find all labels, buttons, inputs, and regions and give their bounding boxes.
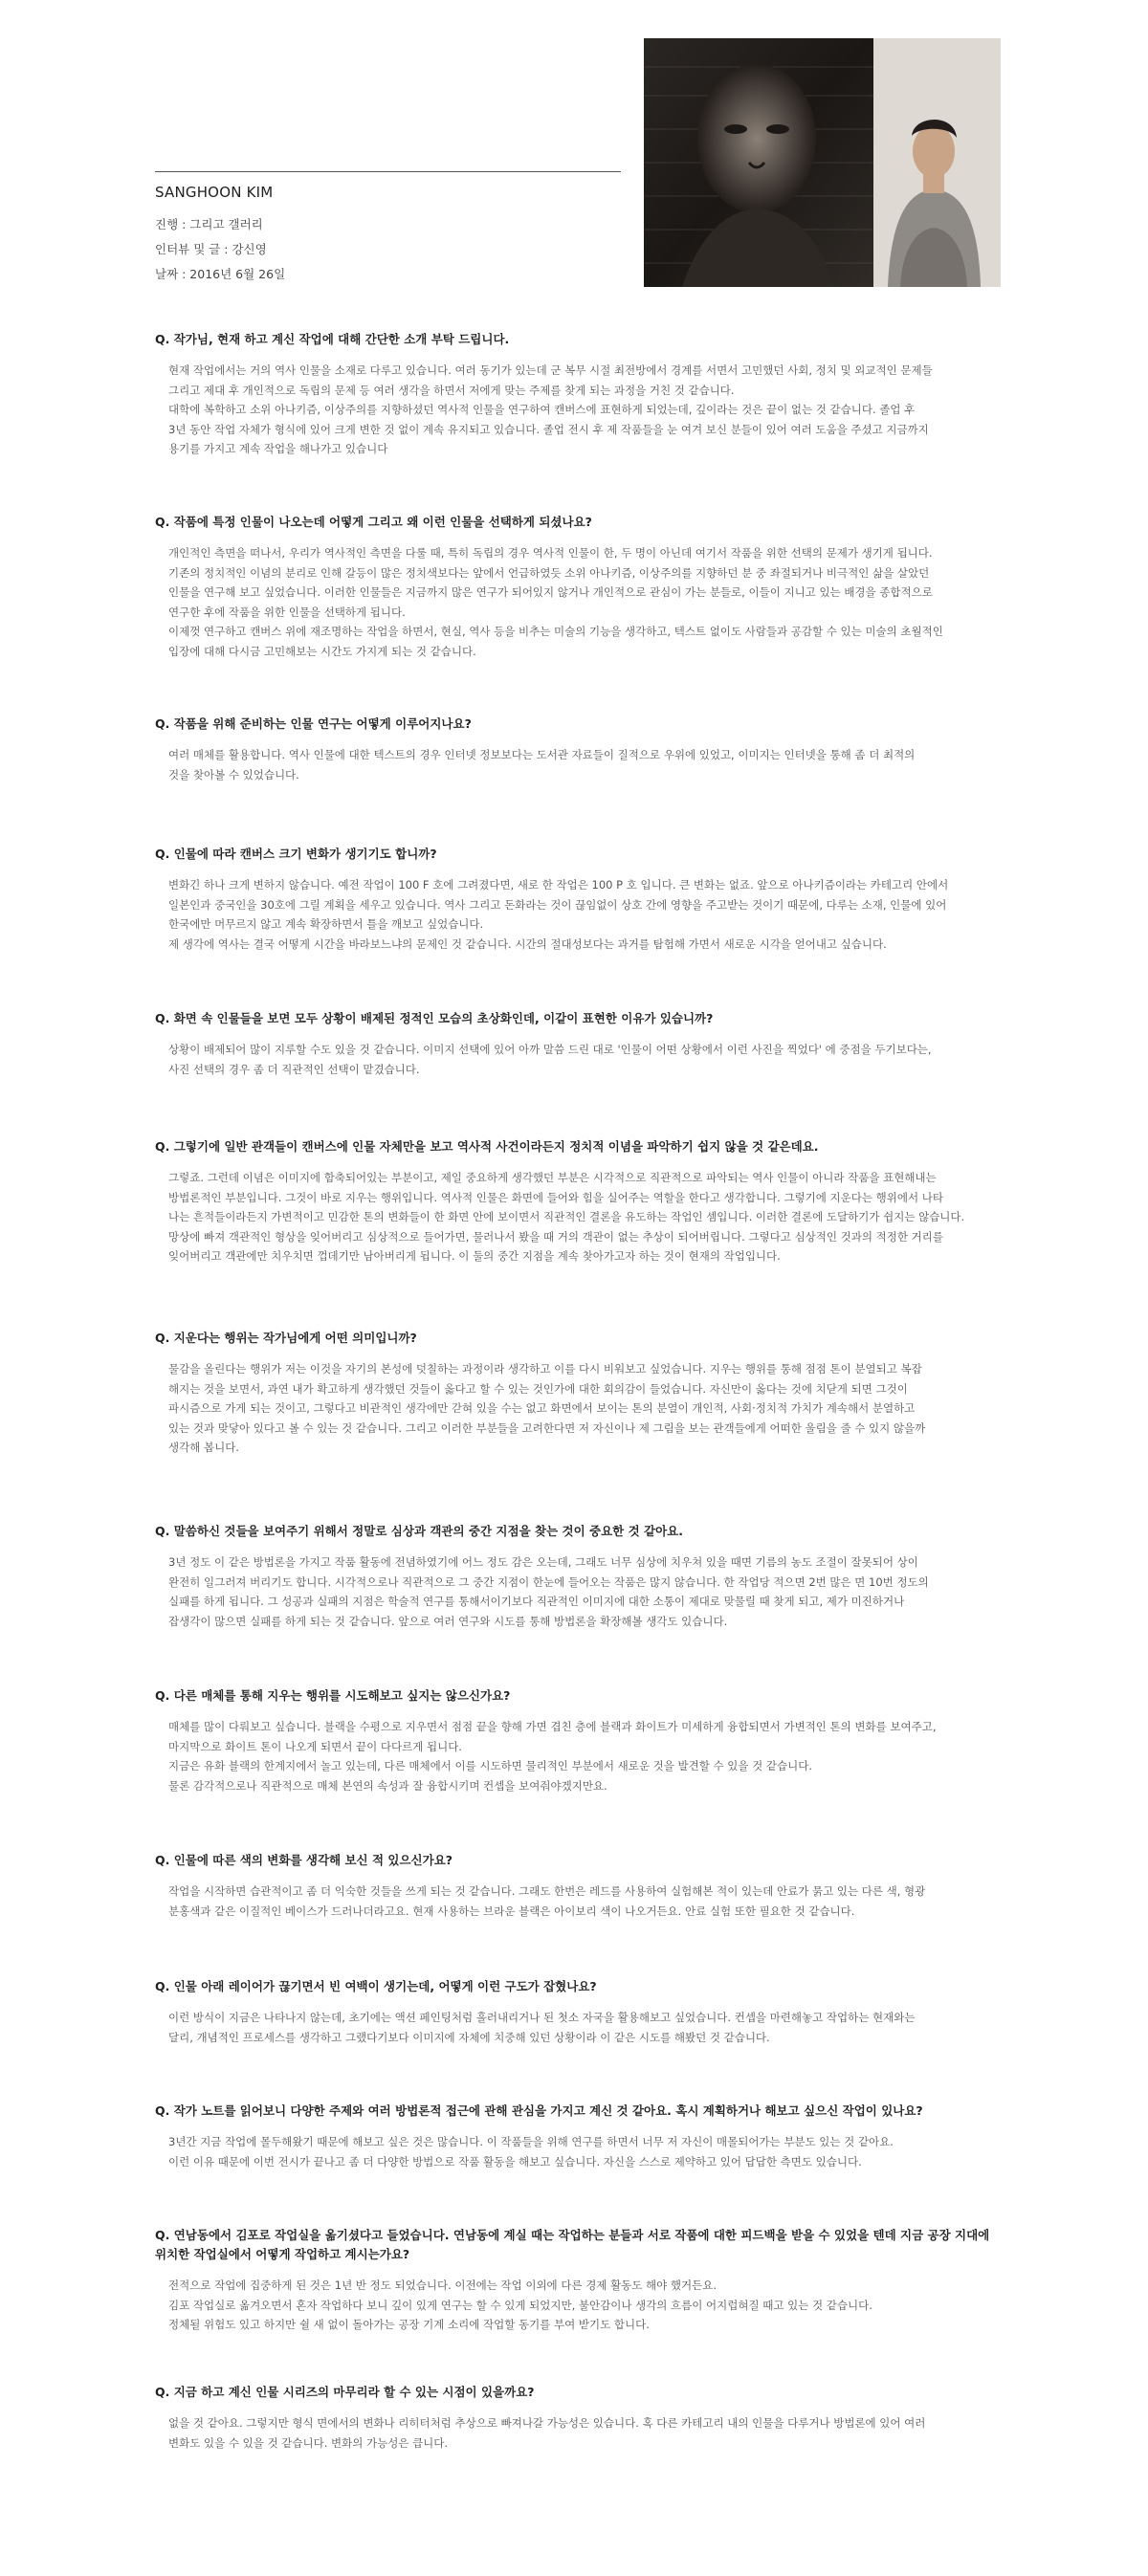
qa-block-13 bbox=[155, 2226, 1001, 2335]
artist-name: SANGHOON KIM bbox=[155, 184, 274, 201]
meta-date: 날짜 : 2016년 6월 26일 bbox=[155, 267, 286, 281]
qa-block-4 bbox=[155, 845, 1001, 954]
qa-block-6 bbox=[155, 1137, 1001, 1266]
question: Q. 그렇기에 일반 관객들이 캔버스에 인물 자체만을 보고 역사적 사건이라든지 정치적 이념을 파악하기 쉽지 않을 것 같은데요. bbox=[155, 1139, 819, 1154]
question: Q. 인물에 따라 캔버스 크기 변화가 생기기도 합니까? bbox=[155, 847, 437, 861]
question: Q. 화면 속 인물들을 보면 모두 상황이 배제된 정적인 모습의 초상화인데, 이같이 표현한 이유가 있습니까? bbox=[155, 1011, 714, 1025]
answer: 개인적인 측면을 떠나서, 우리가 역사적인 측면을 다룰 때, 특히 독립의 경우 역사적 인물이 한, 두 명이 아닌데 여기서 작품을 위한 선택의 문제가 생기게 됩니다. 기존의 정치적인 이념의 분리로 인해 갈등이 많은 정치색보다는 앞에서 언급하였듯 소위 아나키즘, 이상주의를 지향하던 분 중 좌절되거나 비극적인 삶을 살았던 인물을 연구해 보고 싶었습니다. 이러한 인물들은 지금까지 많은 연구가 되어있지 않거나 개인적으로 관심이 가는 분들로, 이들이 지니고 있는 배경을 종합적으로 연구한 후에 작품을 위한 인물을 선택하게 됩니다. 이제껏 연구하고 캔버스 위에 재조명하는 작업을 하면서, 현실, 역사 등을 비추는 미술의 기능을 생각하고, 텍스트 없이도 사람들과 공감할 수 있는 미술의 초월적인 입장에 대해 다시금 고민해보는 시간도 가지게 되는 것 같습니다. bbox=[168, 546, 943, 658]
answer: 3년간 지금 작업에 몰두해왔기 때문에 해보고 싶은 것은 많습니다. 이 작품들을 위해 연구를 하면서 너무 저 자신이 매몰되어가는 부분도 있는 것 같아요. 이런 이유 때문에 이번 전시가 끝나고 좀 더 다양한 방법으로 작품 활동을 해보고 싶습니다. 자신을 스스로 제약하고 있어 답답한 측면도 있습니다. bbox=[168, 2135, 894, 2169]
answer: 3년 정도 이 같은 방법론을 가지고 작품 활동에 전념하였기에 어느 정도 감은 오는데, 그래도 너무 심상에 치우쳐 있을 때면 기름의 농도 조절이 잘못되어 상이 완전히 일그러져 버리기도 합니다. 시각적으로나 직관적으로 그 중간 지점이 한눈에 들어오는 작품은 많지 않습니다. 한 작업당 적으면 2번 많은 면 10번 정도의 실패를 하게 됩니다. 그 성공과 실패의 지점은 학술적 연구를 통해서이기보다 직관적인 이미지에 대한 소통이 제대로 맞물릴 때 찾게 되고, 제가 미진하거나 잡생각이 많으면 실패를 하게 되는 것 같습니다. 앞으로 여러 연구와 시도를 통해 방법론을 확장해볼 생각도 있습니다. bbox=[168, 1555, 929, 1628]
answer: 변화긴 하나 크게 변하지 않습니다. 예전 작업이 100 F 호에 그려졌다면, 새로 한 작업은 100 P 호 입니다. 큰 변화는 없죠. 앞으로 아나키즘이라는 카테고리 안에서 일본인과 중국인을 30호에 그릴 계획을 세우고 있습니다. 역사 그리고 돈화라는 것이 끊임없이 상호 간에 영향을 주고받는 것이기 때문에, 다루는 소재, 인물에 있어 한국에만 머무르지 않고 계속 확장하면서 틀을 깨보고 싶었습니다. 제 생각에 역사는 결국 어떻게 시간을 바라보느냐의 문제인 것 같습니다. 시간의 절대성보다는 과거를 탐험해 가면서 새로운 시각을 얻어내고 싶습니다. bbox=[168, 878, 949, 951]
article-header bbox=[155, 0, 1001, 287]
question: Q. 지금 하고 계신 인물 시리즈의 마무리라 할 수 있는 시점이 있을까요? bbox=[155, 2385, 535, 2399]
answer: 그렇죠. 그런데 이념은 이미지에 함축되어있는 부분이고, 제일 중요하게 생각했던 부분은 시각적으로 직관적으로 파악되는 역사 인물이 아니라 작품을 표현해내는 방법론적인 부분입니다. 그것이 바로 지우는 행위입니다. 역사적 인물은 화면에 들어와 힘을 실어주는 역할을 한다고 생각합니다. 그렇기에 지운다는 행위에서 나타 나는 흔적들이라든지 가변적이고 민감한 톤의 변화들이 한 화면 안에 보이면서 직관적인 결론을 유도하는 작업인 셈입니다. 이러한 결론에 도달하기가 쉽지는 않습니다. 망상에 빠져 객관적인 형상을 잊어버리고 심상적으로 들어가면, 물러나서 봤을 때 거의 객관이 없는 추상이 되어버립니다. 그렇다고 심상적인 것과의 적정한 거리를 잊어버리고 객관에만 치우치면 껍데기만 남아버리게 됩니다. 이 둘의 중간 지점을 계속 찾아가고자 하는 것이 현재의 작업입니다. bbox=[168, 1171, 965, 1263]
question: Q. 다른 매체를 통해 지우는 행위를 시도해보고 싶지는 않으신가요? bbox=[155, 1688, 511, 1703]
artist-photo bbox=[644, 38, 1001, 287]
qa-block-10 bbox=[155, 1851, 1001, 1921]
answer: 여러 매체를 활용합니다. 역사 인물에 대한 텍스트의 경우 인터넷 정보보다는 도서관 자료들이 질적으로 우위에 있었고, 이미지는 인터넷을 통해 좀 더 최적의 것을 찾아볼 수 있었습니다. bbox=[168, 748, 916, 782]
question: Q. 지운다는 행위는 작가님에게 어떤 의미입니까? bbox=[155, 1331, 417, 1345]
header-divider bbox=[155, 171, 621, 172]
qa-block-14 bbox=[155, 2383, 1001, 2453]
question: Q. 작품을 위해 준비하는 인물 연구는 어떻게 이루어지나요? bbox=[155, 716, 472, 731]
question: Q. 말씀하신 것들을 보여주기 위해서 정말로 심상과 객관의 중간 지점을 찾는 것이 중요한 것 같아요. bbox=[155, 1524, 683, 1538]
answer: 작업을 시작하면 습관적이고 좀 더 익숙한 것들을 쓰게 되는 것 같습니다. 그래도 한번은 레드를 사용하여 실험해본 적이 있는데 안료가 묽고 있는 다른 색, 형광 분홍색과 같은 이질적인 베이스가 드러나더라고요. 현재 사용하는 브라운 블랙은 아이보리 색이 나오거든요. 안료 실험 또한 필요한 것 같습니다. bbox=[168, 1884, 926, 1918]
artist-photo-illustration bbox=[644, 38, 1001, 287]
qa-block-11 bbox=[155, 1977, 1001, 2047]
qa-block-3 bbox=[155, 715, 1001, 784]
question: Q. 연남동에서 김포로 작업실을 옮기셨다고 들었습니다. 연남동에 계실 때는 작업하는 분들과 서로 작품에 대한 피드백을 받을 수 있었을 텐데 지금 공장 지대에 위치한 작업실에서 어떻게 작업하고 계시는가요? bbox=[155, 2228, 990, 2261]
question: Q. 작품에 특정 인물이 나오는데 어떻게 그리고 왜 이런 인물을 선택하게 되셨나요? bbox=[155, 515, 592, 529]
qa-block-5 bbox=[155, 1009, 1001, 1079]
answer: 상황이 배제되어 많이 지루할 수도 있을 것 같습니다. 이미지 선택에 있어 아까 말씀 드린 대로 '인물이 어떤 상황에서 이런 사진을 찍었다' 에 중점을 두기보다는, 사진 선택의 경우 좀 더 직관적인 선택이 맡겼습니다. bbox=[168, 1043, 932, 1076]
meta-interviewer: 인터뷰 및 글 : 강신영 bbox=[155, 242, 267, 256]
answer: 전적으로 작업에 집중하게 된 것은 1년 반 정도 되었습니다. 이전에는 작업 이외에 다른 경제 활동도 해야 했거든요. 김포 작업실로 옮겨오면서 혼자 작업하다 보니 깊이 있게 연구는 할 수 있게 되었지만, 불안감이나 생각의 흐름이 어지럽혀질 때고 있는 것 같습니다. 정체될 위험도 있고 하지만 쉴 새 없이 돌아가는 공장 기계 소리에 작업할 동기를 부여 받기도 합니다. bbox=[168, 2279, 872, 2331]
question: Q. 인물 아래 레이어가 끊기면서 빈 여백이 생기는데, 어떻게 이런 구도가 잡혔나요? bbox=[155, 1979, 597, 1993]
answer: 이런 방식이 지금은 나타나지 않는데, 초기에는 액션 페인팅처럼 흘러내리거나 된 첫소 자국을 활용해보고 싶었습니다. 컨셉을 마련해놓고 작업하는 현재와는 달리, 개념적인 프로세스를 생각하고 그랬다기보다 이미지에 자체에 치중해 있던 상황이라 이 같은 시도를 해봤던 것 같습니다. bbox=[168, 2011, 916, 2044]
page-content bbox=[155, 0, 1001, 2450]
qa-block-9 bbox=[155, 1686, 1001, 1795]
question: Q. 인물에 따른 색의 변화를 생각해 보신 적 있으신가요? bbox=[155, 1853, 453, 1867]
answer: 매체를 많이 다뤄보고 싶습니다. 블랙을 수평으로 지우면서 점점 끝을 향해 가면 겹친 층에 블랙과 화이트가 미세하게 융합되면서 가변적인 톤의 변화를 보여주고, 마지막으로 화이트 톤이 나오게 되면서 끝이 다다르게 됩니다. 지금은 유화 블랙의 한계지에서 놀고 있는데, 다른 매체에서 이를 시도하면 물리적인 부분에서 새로운 것을 발견할 수 있을 것 같습니다. 물론 감각적으로나 직관적으로 매체 본연의 속성과 잘 융합시키며 컨셉을 보여줘야겠지만요. bbox=[168, 1720, 937, 1793]
question: Q. 작가 노트를 읽어보니 다양한 주제와 여러 방법론적 접근에 관해 관심을 가지고 계신 것 같아요. 혹시 계획하거나 해보고 싶으신 작업이 있나요? bbox=[155, 2103, 923, 2118]
qa-block-1 bbox=[155, 330, 1001, 459]
answer: 현재 작업에서는 거의 역사 인물을 소재로 다루고 있습니다. 여러 동기가 있는데 군 복무 시절 최전방에서 경계를 서면서 고민했던 사회, 정치 및 외교적인 문제들 그리고 제대 후 개인적으로 독립의 문제 등 여러 생각을 하면서 저에게 맞는 주제를 찾게 되는 과정을 거친 것 같습니다. 대학에 복학하고 소위 아나키즘, 이상주의를 지향하셨던 역사적 인물을 연구하여 캔버스에 표현하게 되었는데, 깊이라는 것은 끝이 없는 것 같습니다. 졸업 후 3년 동안 작업 자체가 형식에 있어 크게 변한 것 없이 계속 유지되고 있습니다. 졸업 전시 후 제 작품들을 눈 여겨 보신 분들이 있어 여러 도움을 주셨고 지금까지 용기를 가지고 계속 작업을 해나가고 있습니다 bbox=[168, 363, 933, 455]
answer: 없을 것 같아요. 그렇지만 형식 면에서의 변화나 리히터처럼 추상으로 빠져나갈 가능성은 있습니다. 혹 다른 카테고리 내의 인물을 다루거나 방법론에 있어 여러 변화도 있을 수 있을 것 같습니다. 변화의 가능성은 큽니다. bbox=[168, 2416, 926, 2450]
meta-host: 진행 : 그리고 갤러리 bbox=[155, 217, 263, 231]
qa-block-7 bbox=[155, 1329, 1001, 1458]
qa-block-12 bbox=[155, 2102, 1001, 2171]
question: Q. 작가님, 현재 하고 계신 작업에 대해 간단한 소개 부탁 드립니다. bbox=[155, 332, 510, 346]
answer: 물감을 올린다는 행위가 저는 이것을 자기의 본성에 덧칠하는 과정이라 생각하고 이를 다시 비워보고 싶었습니다. 지우는 행위를 통해 점점 톤이 분열되고 복잡 해지는 것을 보면서, 과연 내가 확고하게 생각했던 것들이 옳다고 할 수 있는 것인가에 대한 회의감이 들었습니다. 자신만이 옳다는 것에 치닫게 되면 그것이 파시즘으로 가게 되는 것이고, 그렇다고 비관적인 생각에만 갇혀 있을 수는 없고 화면에서 보이는 톤의 분열이 개인적, 사회·정치적 가치가 계속해서 분열하고 있는 것과 맞닿아 있다고 볼 수 있는 것 같습니다. 그리고 이러한 부분들을 고려한다면 저 자신이나 제 그림을 보는 관객들에게 어떠한 울림을 줄 수 있지 않을까 생각해 봅니다. bbox=[168, 1362, 926, 1454]
qa-block-2 bbox=[155, 513, 1001, 661]
qa-block-8 bbox=[155, 1522, 1001, 1631]
